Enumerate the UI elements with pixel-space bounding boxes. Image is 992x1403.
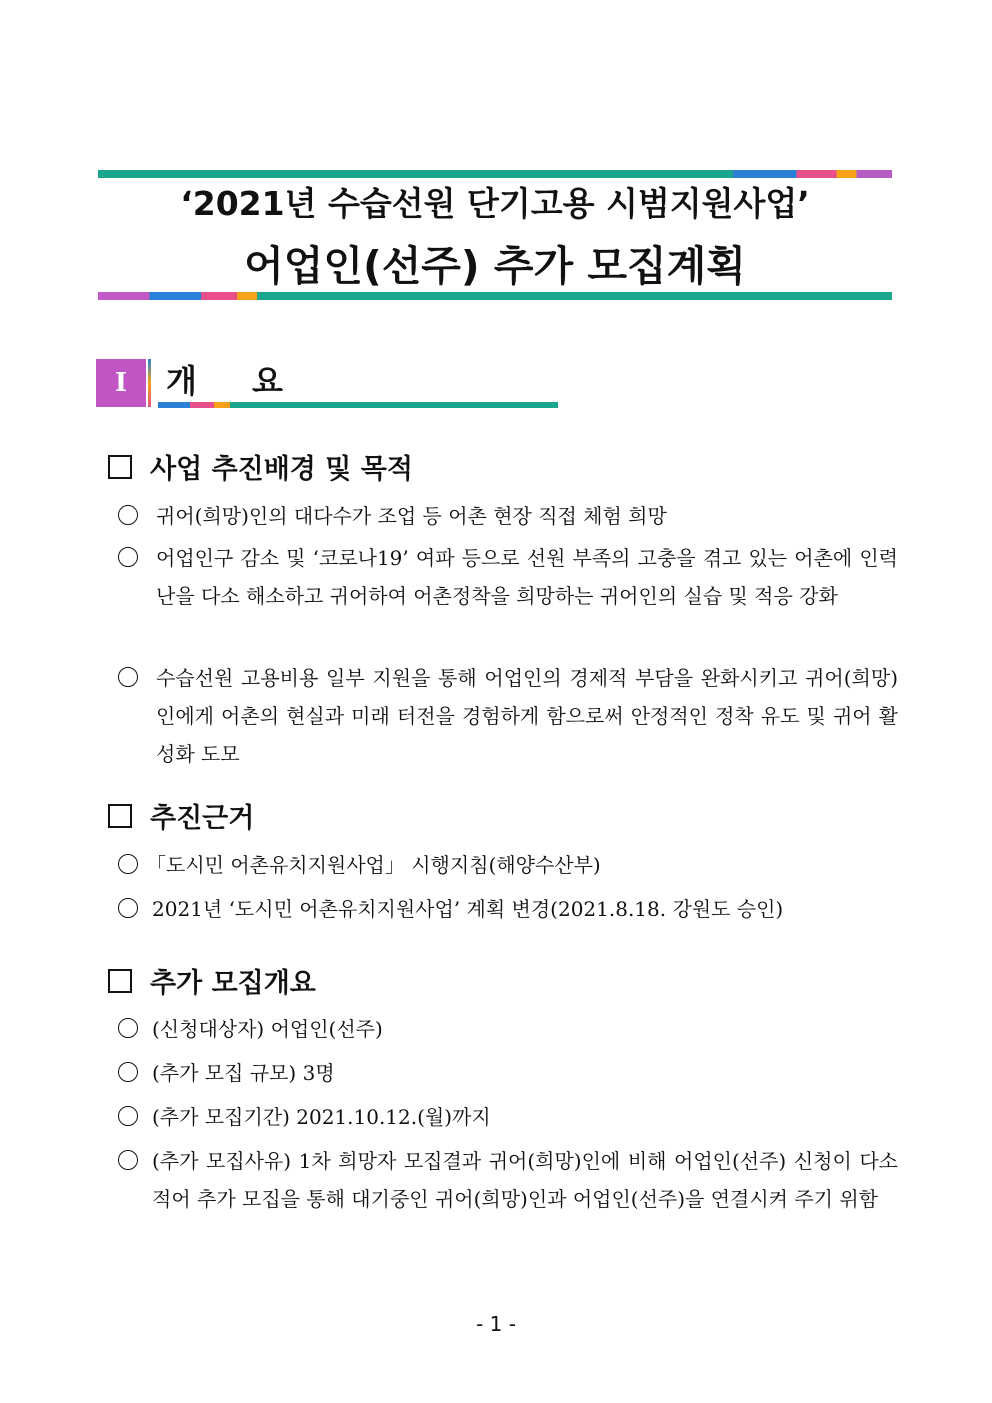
list-item-text: 수습선원 고용비용 일부 지원을 통해 어업인의 경제적 부담을 완화시키고 귀어(희망)인에게 어촌의 현실과 미래 터전을 경험하게 함으로써 안정적인 정착 유도 및 귀어 활성화 도모 [156, 666, 898, 766]
square-bullet-icon [108, 455, 132, 479]
circle-bullet-icon [118, 667, 138, 687]
title-top-bar [98, 170, 892, 178]
page-number: - 1 - [476, 1312, 516, 1336]
circle-bullet-icon [118, 505, 138, 525]
heading-text: 추진근거 [150, 803, 255, 834]
list-item [118, 1142, 898, 1218]
circle-bullet-icon [118, 1106, 138, 1126]
list-item [118, 539, 898, 615]
list-item [118, 497, 898, 535]
list-item-text: (신청대상자) 어업인(선주) [152, 1017, 383, 1041]
list-item-text: 「도시민 어촌유치지원사업」 시행지침(해양수산부) [146, 853, 601, 877]
title-line-2: 어업인(선주) 추가 모집계획 [244, 242, 746, 290]
list-item [118, 1054, 898, 1092]
circle-bullet-icon [118, 898, 138, 918]
circle-bullet-icon [118, 854, 138, 874]
section-title: 개 요 [166, 362, 305, 400]
list-item [118, 846, 898, 884]
list-item [118, 1010, 898, 1048]
section-stripe [148, 359, 151, 407]
list-item [118, 659, 898, 773]
list-item-text: 어업인구 감소 및 ‘코로나19’ 여파 등으로 선원 부족의 고충을 겪고 있는 어촌에 인력난을 다소 해소하고 귀어하여 어촌정착을 희망하는 귀어인의 실습 및 적응 강화 [156, 546, 898, 608]
circle-bullet-icon [118, 547, 138, 567]
circle-bullet-icon [118, 1018, 138, 1038]
list-item-text: (추가 모집 규모) 3명 [152, 1061, 335, 1085]
heading-recruit [108, 961, 316, 1000]
heading-text: 추가 모집개요 [150, 968, 316, 999]
circle-bullet-icon [118, 1062, 138, 1082]
circle-bullet-icon [118, 1150, 138, 1170]
heading-text: 사업 추진배경 및 목적 [150, 454, 413, 485]
heading-background [108, 447, 413, 486]
list-item-text: 2021년 ‘도시민 어촌유치지원사업’ 계획 변경(2021.8.18. 강원도 승인) [152, 897, 784, 921]
square-bullet-icon [108, 804, 132, 828]
list-item-text: (추가 모집기간) 2021.10.12.(월)까지 [152, 1105, 491, 1129]
square-bullet-icon [108, 969, 132, 993]
document-title [98, 182, 892, 298]
list-item-text: (추가 모집사유) 1차 희망자 모집결과 귀어(희망)인에 비해 어업인(선주) 신청이 다소 적어 추가 모집을 통해 대기중인 귀어(희망)인과 어업인(선주)을 연결시켜 주기 위함 [152, 1149, 898, 1211]
title-bottom-bar [98, 292, 892, 300]
section-underline [158, 402, 558, 408]
list-item [118, 1098, 898, 1136]
list-item-text: 귀어(희망)인의 대다수가 조업 등 어촌 현장 직접 체험 희망 [156, 504, 667, 528]
list-item [118, 890, 898, 928]
section-number-badge: Ⅰ [96, 359, 146, 407]
title-line-1: ‘2021년 수습선원 단기고용 시범지원사업’ [180, 184, 810, 223]
heading-basis [108, 796, 254, 835]
